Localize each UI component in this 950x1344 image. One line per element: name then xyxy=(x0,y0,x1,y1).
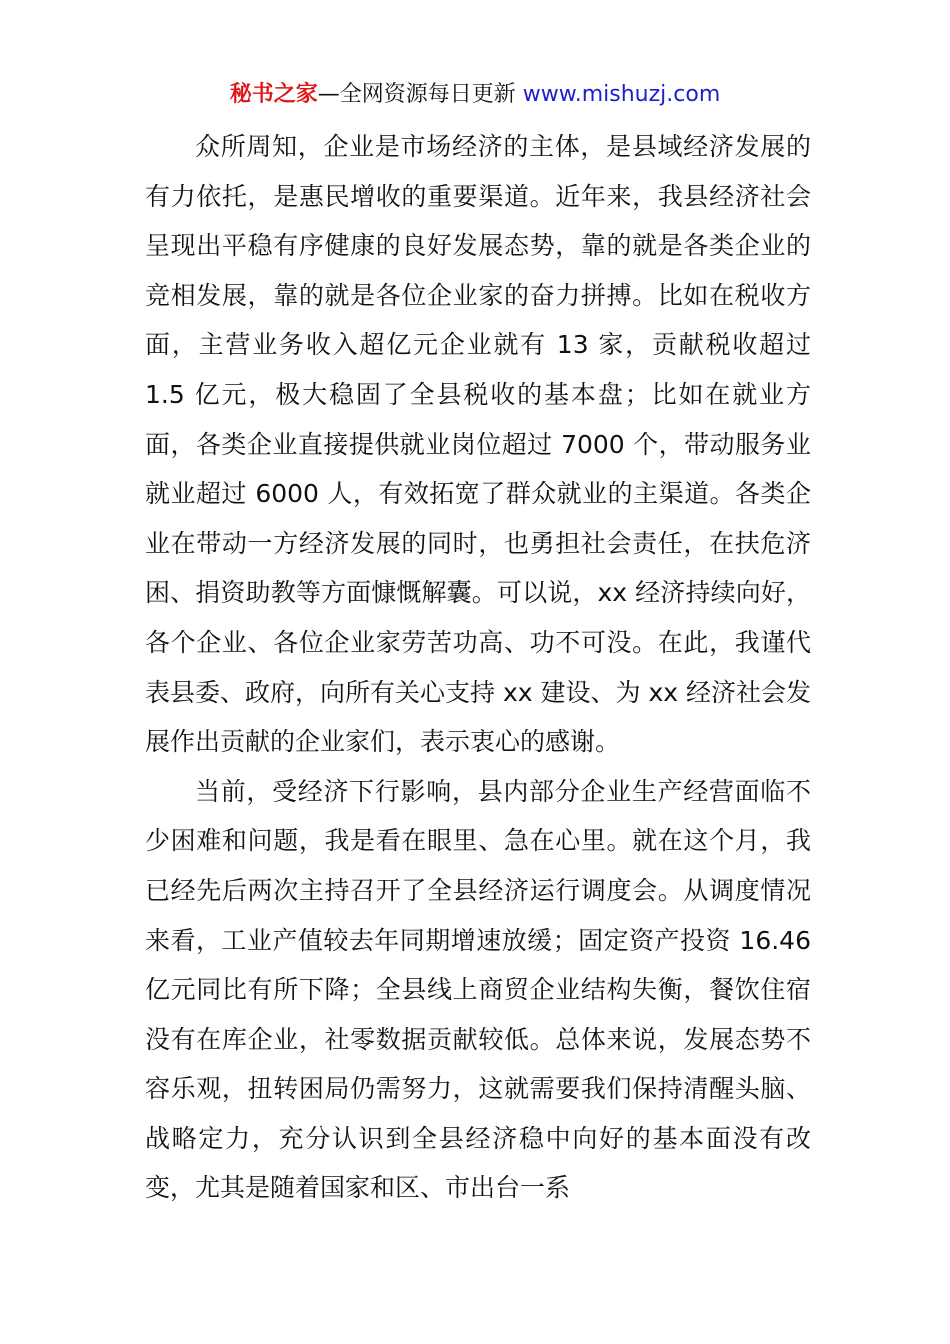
header-tagline: —全网资源每日更新 xyxy=(317,82,516,107)
document-body xyxy=(145,122,811,1213)
brand-name: 秘书之家 xyxy=(229,82,318,107)
page-header xyxy=(0,78,950,112)
paragraph-2: 当前，受经济下行影响，县内部分企业生产经营面临不少困难和问题，我是看在眼里、急在心里。就在这个月，我已经先后两次主持召开了全县经济运行调度会。从调度情况来看，工业产值较去年同期增速放缓；固定资产投资 16.46 亿元同比有所下降；全县线上商贸企业结构失衡，餐饮住宿没有在库企业，社零数据贡献较低。总体来说，发展态势不容乐观，扭转困局仍需努力，这就需要我们保持清醒头脑、战略定力，充分认识到全县经济稳中向好的基本面没有改变，尤其是随着国家和区、市出台一系 xyxy=(145,776,811,1203)
paragraph-1: 众所周知，企业是市场经济的主体，是县域经济发展的有力依托，是惠民增收的重要渠道。近年来，我县经济社会呈现出平稳有序健康的良好发展态势，靠的就是各类企业的竞相发展，靠的就是各位企业家的奋力拼搏。比如在税收方面，主营业务收入超亿元企业就有 13 家，贡献税收超过 1.5 亿元，极大稳固了全县税收的基本盘；比如在就业方面，各类企业直接提供就业岗位超过 7000 个，带动服务业就业超过 6000 人，有效拓宽了群众就业的主渠道。各类企业在带动一方经济发展的同时，也勇担社会责任，在扶危济困、捐资助教等方面慷慨解囊。可以说，xx 经济持续向好，各个企业、各位企业家劳苦功高、功不可没。在此，我谨代表县委、政府，向所有关心支持 xx 建设、为 xx 经济社会发展作出贡献的企业家们，表示衷心的感谢。 xyxy=(145,132,811,757)
site-url-link[interactable]: www.mishuzj.com xyxy=(522,82,721,107)
